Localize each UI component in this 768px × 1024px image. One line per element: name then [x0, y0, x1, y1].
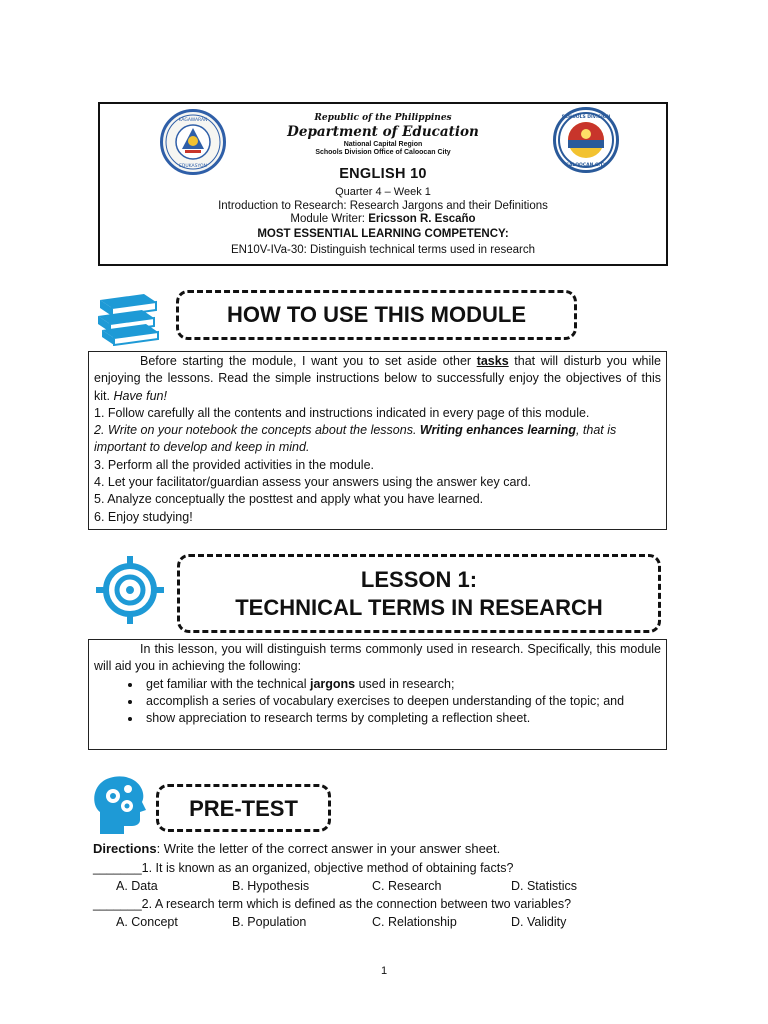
choice-b: B. Population	[232, 915, 307, 929]
choice-c: C. Research	[372, 879, 442, 893]
question-1: _______1. It is known as an organized, objective method of obtaining facts?	[93, 861, 514, 875]
choice-a: A. Concept	[116, 915, 178, 929]
division-office-line: Schools Division Office of Caloocan City	[315, 149, 451, 156]
objective-text-cont: used in research;	[355, 676, 455, 691]
quarter-week: Quarter 4 – Week 1	[335, 186, 431, 198]
have-fun-text: Have fun!	[113, 388, 167, 403]
objective-item: • accomplish a series of vocabulary exercises to deepen understanding of the topic; and	[142, 693, 661, 710]
intro-text: Before starting the module, I want you to set aside other	[140, 354, 477, 368]
page-number: 1	[380, 965, 388, 977]
step2-text-cont: , that is important to develop and keep in mind.	[94, 423, 617, 455]
melc-text: EN10V-IVa-30: Distinguish technical terms used in research	[230, 244, 536, 256]
lesson-objectives-box	[88, 639, 667, 750]
module-writer	[100, 213, 666, 225]
module-header	[98, 102, 668, 266]
how-to-use-banner: HOW TO USE THIS MODULE	[176, 290, 577, 340]
instruction-step-5: 5. Analyze conceptually the posttest and apply what you have learned.	[94, 492, 484, 507]
choice-a: A. Data	[116, 879, 158, 893]
subject-title: ENGLISH 10	[339, 166, 427, 182]
how-to-intro	[94, 353, 661, 405]
step2-emphasis: Writing enhances learning	[419, 423, 576, 438]
instruction-step-3: 3. Perform all the provided activities in the module.	[94, 457, 374, 472]
region-line: National Capital Region	[343, 141, 423, 148]
choice-b: B. Hypothesis	[232, 879, 310, 893]
svg-text:CALOOCAN CITY: CALOOCAN CITY	[565, 163, 607, 168]
choice-d: D. Validity	[511, 915, 567, 929]
republic-line: Republic of the Philippines	[314, 113, 452, 123]
lesson-number: LESSON 1:	[360, 567, 478, 592]
objective-item: • show appreciation to research terms by completing a reflection sheet.	[142, 710, 661, 727]
module-topic: Introduction to Research: Research Jargons and their Definitions	[218, 200, 548, 212]
writer-label: Module Writer:	[290, 213, 369, 225]
how-to-instructions-box	[88, 351, 667, 530]
tasks-word: tasks	[476, 354, 509, 368]
objectives-list	[94, 676, 661, 728]
jargons-word: jargons	[309, 676, 356, 691]
step2-text: 2. Write on your notebook the concepts about the lessons.	[94, 423, 420, 438]
intro-text-cont: that will disturb you while enjoying the lessons. Read the simple instructions below to successfully enjoy the objectives of this kit.	[94, 354, 661, 403]
svg-text:EDUKASYON: EDUKASYON	[179, 164, 207, 169]
svg-text:SCHOOLS DIVISION: SCHOOLS DIVISION	[561, 115, 611, 120]
lesson-banner	[177, 554, 661, 633]
directions-label: Directions	[93, 841, 157, 856]
lesson-title: TECHNICAL TERMS IN RESEARCH	[235, 595, 603, 620]
choice-c: C. Relationship	[372, 915, 457, 929]
question-2: _______2. A research term which is defined as the connection between two variables?	[93, 897, 572, 911]
svg-text:KAGAWARAN: KAGAWARAN	[178, 118, 208, 123]
target-icon	[94, 554, 166, 631]
instruction-step-2	[94, 422, 661, 457]
department-name: Department of Education	[287, 124, 479, 140]
pre-test-banner: PRE-TEST	[156, 784, 331, 832]
lesson-intro: In this lesson, you will distinguish terms commonly used in research. Specifically, this module will aid you in achieving the following:	[94, 642, 661, 674]
instruction-step-1: 1. Follow carefully all the contents and instructions indicated in every page of this module.	[94, 405, 590, 420]
choice-d: D. Statistics	[511, 879, 577, 893]
books-icon	[92, 290, 162, 351]
head-gears-icon	[90, 772, 150, 839]
objective-text: get familiar with the technical	[146, 676, 310, 691]
writer-name: Ericsson R. Escaño	[368, 213, 476, 225]
pretest-directions	[93, 841, 500, 856]
instruction-step-6: 6. Enjoy studying!	[94, 509, 193, 524]
instruction-step-4: 4. Let your facilitator/guardian assess your answers using the answer key card.	[94, 475, 532, 490]
objective-item	[142, 676, 661, 693]
directions-text: : Write the letter of the correct answer in your answer sheet.	[156, 841, 501, 856]
melc-label: MOST ESSENTIAL LEARNING COMPETENCY:	[257, 228, 509, 240]
